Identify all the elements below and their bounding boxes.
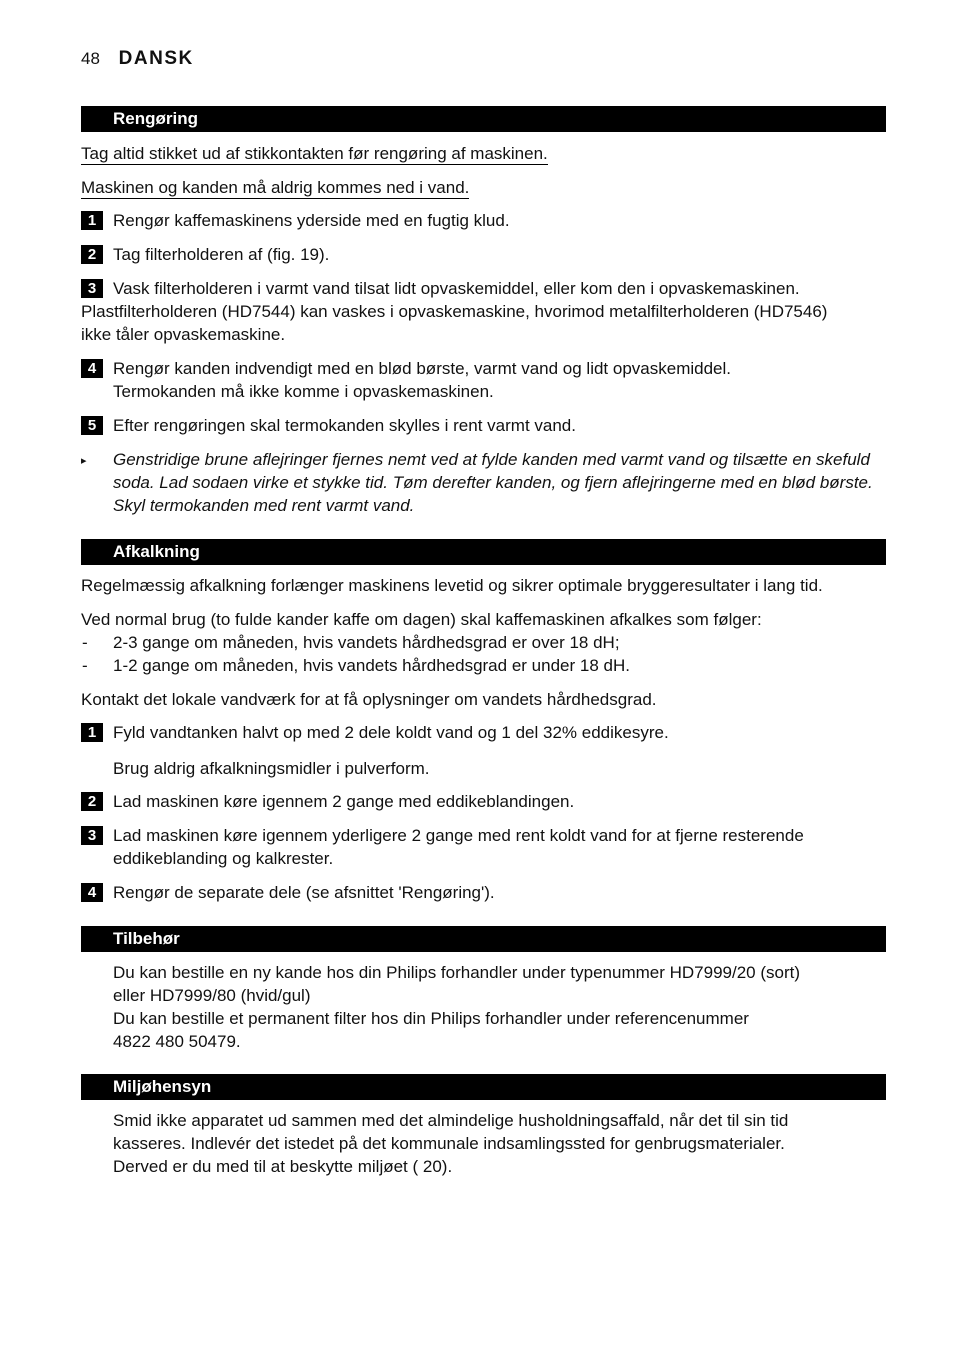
list-item: 1-2 gange om måneden, hvis vandets hårdhedsgrad er under 18 dH.: [113, 656, 630, 675]
step-number: 4: [81, 359, 103, 378]
section-heading-rengoring: Rengøring: [81, 106, 886, 132]
body-text: Plastfilterholderen (HD7544) kan vaskes i opvaskemaskine, hvorimod metalfilterholderen (HD7546): [81, 302, 828, 321]
body-text: Regelmæssig afkalkning forlænger maskinens levetid og sikrer optimale bryggeresultater i lang tid.: [81, 576, 823, 595]
step-number: 3: [81, 279, 103, 298]
body-text: kasseres. Indlevér det istedet på det kommunale indsamlingssted for genbrugsmaterialer.: [113, 1134, 785, 1153]
tip-text: Skyl termokanden med rent varmt vand.: [113, 496, 415, 515]
body-text: Smid ikke apparatet ud sammen med det almindelige husholdningsaffald, når det til sin tid: [113, 1111, 789, 1130]
tip-bullet-icon: ▸: [81, 455, 87, 467]
step-text: Rengør kaffemaskinens yderside med en fugtig klud.: [113, 211, 510, 230]
warning-text: Maskinen og kanden må aldrig kommes ned i vand.: [81, 178, 470, 197]
language-title: DANSK: [118, 48, 194, 69]
step-text: Fyld vandtanken halvt op med 2 dele koldt vand og 1 del 32% eddikesyre.: [113, 723, 669, 742]
step-text: Lad maskinen køre igennem yderligere 2 gange med rent koldt vand for at fjerne resterende: [113, 826, 804, 845]
warning-text: Tag altid stikket ud af stikkontakten før rengøring af maskinen.: [81, 144, 548, 163]
step-number: 1: [81, 211, 103, 230]
step-number: 3: [81, 826, 103, 845]
section-heading-afkalkning: Afkalkning: [81, 539, 886, 565]
dash-marker: -: [82, 633, 88, 652]
step-number: 4: [81, 883, 103, 902]
body-text: Kontakt det lokale vandværk for at få oplysninger om vandets hårdhedsgrad.: [81, 690, 657, 709]
page-number: 48: [81, 49, 100, 68]
step-number: 2: [81, 245, 103, 264]
step-text: Efter rengøringen skal termokanden skylles i rent varmt vand.: [113, 416, 576, 435]
tip-text: soda. Lad sodaen virke et stykke tid. Tøm derefter kanden, og fjern aflejringerne med en blød børste.: [113, 473, 873, 492]
step-text: eddikeblanding og kalkrester.: [113, 849, 334, 868]
body-text: Derved er du med til at beskytte miljøet ( 20).: [113, 1157, 453, 1176]
step-text: Vask filterholderen i varmt vand tilsat lidt opvaskemiddel, eller kom den i opvaskemaskinen.: [113, 279, 800, 298]
body-text: 4822 480 50479.: [113, 1032, 241, 1051]
step-number: 1: [81, 723, 103, 742]
body-text: Ved normal brug (to fulde kander kaffe om dagen) skal kaffemaskinen afkalkes som følger:: [81, 610, 762, 629]
page-header: [81, 48, 194, 70]
step-text: Tag filterholderen af (fig. 19).: [113, 245, 330, 264]
step-note: Brug aldrig afkalkningsmidler i pulverform.: [113, 759, 430, 778]
body-text: eller HD7999/80 (hvid/gul): [113, 986, 311, 1005]
section-heading-miljo: Miljøhensyn: [81, 1074, 886, 1100]
list-item: 2-3 gange om måneden, hvis vandets hårdhedsgrad er over 18 dH;: [113, 633, 620, 652]
dash-marker: -: [82, 656, 88, 675]
step-number: 2: [81, 792, 103, 811]
step-text: Rengør de separate dele (se afsnittet 'Rengøring').: [113, 883, 495, 902]
body-text: Du kan bestille et permanent filter hos din Philips forhandler under referencenummer: [113, 1009, 749, 1028]
step-number: 5: [81, 416, 103, 435]
step-text: Lad maskinen køre igennem 2 gange med eddikeblandingen.: [113, 792, 575, 811]
section-heading-tilbehor: Tilbehør: [81, 926, 886, 952]
step-text: Rengør kanden indvendigt med en blød børste, varmt vand og lidt opvaskemiddel.: [113, 359, 731, 378]
tip-text: Genstridige brune aflejringer fjernes nemt ved at fylde kanden med varmt vand og tilsætte en skefuld: [113, 450, 870, 469]
body-text: ikke tåler opvaskemaskine.: [81, 325, 286, 344]
body-text: Du kan bestille en ny kande hos din Philips forhandler under typenummer HD7999/20 (sort): [113, 963, 800, 982]
step-text: Termokanden må ikke komme i opvaskemaskinen.: [113, 382, 494, 401]
